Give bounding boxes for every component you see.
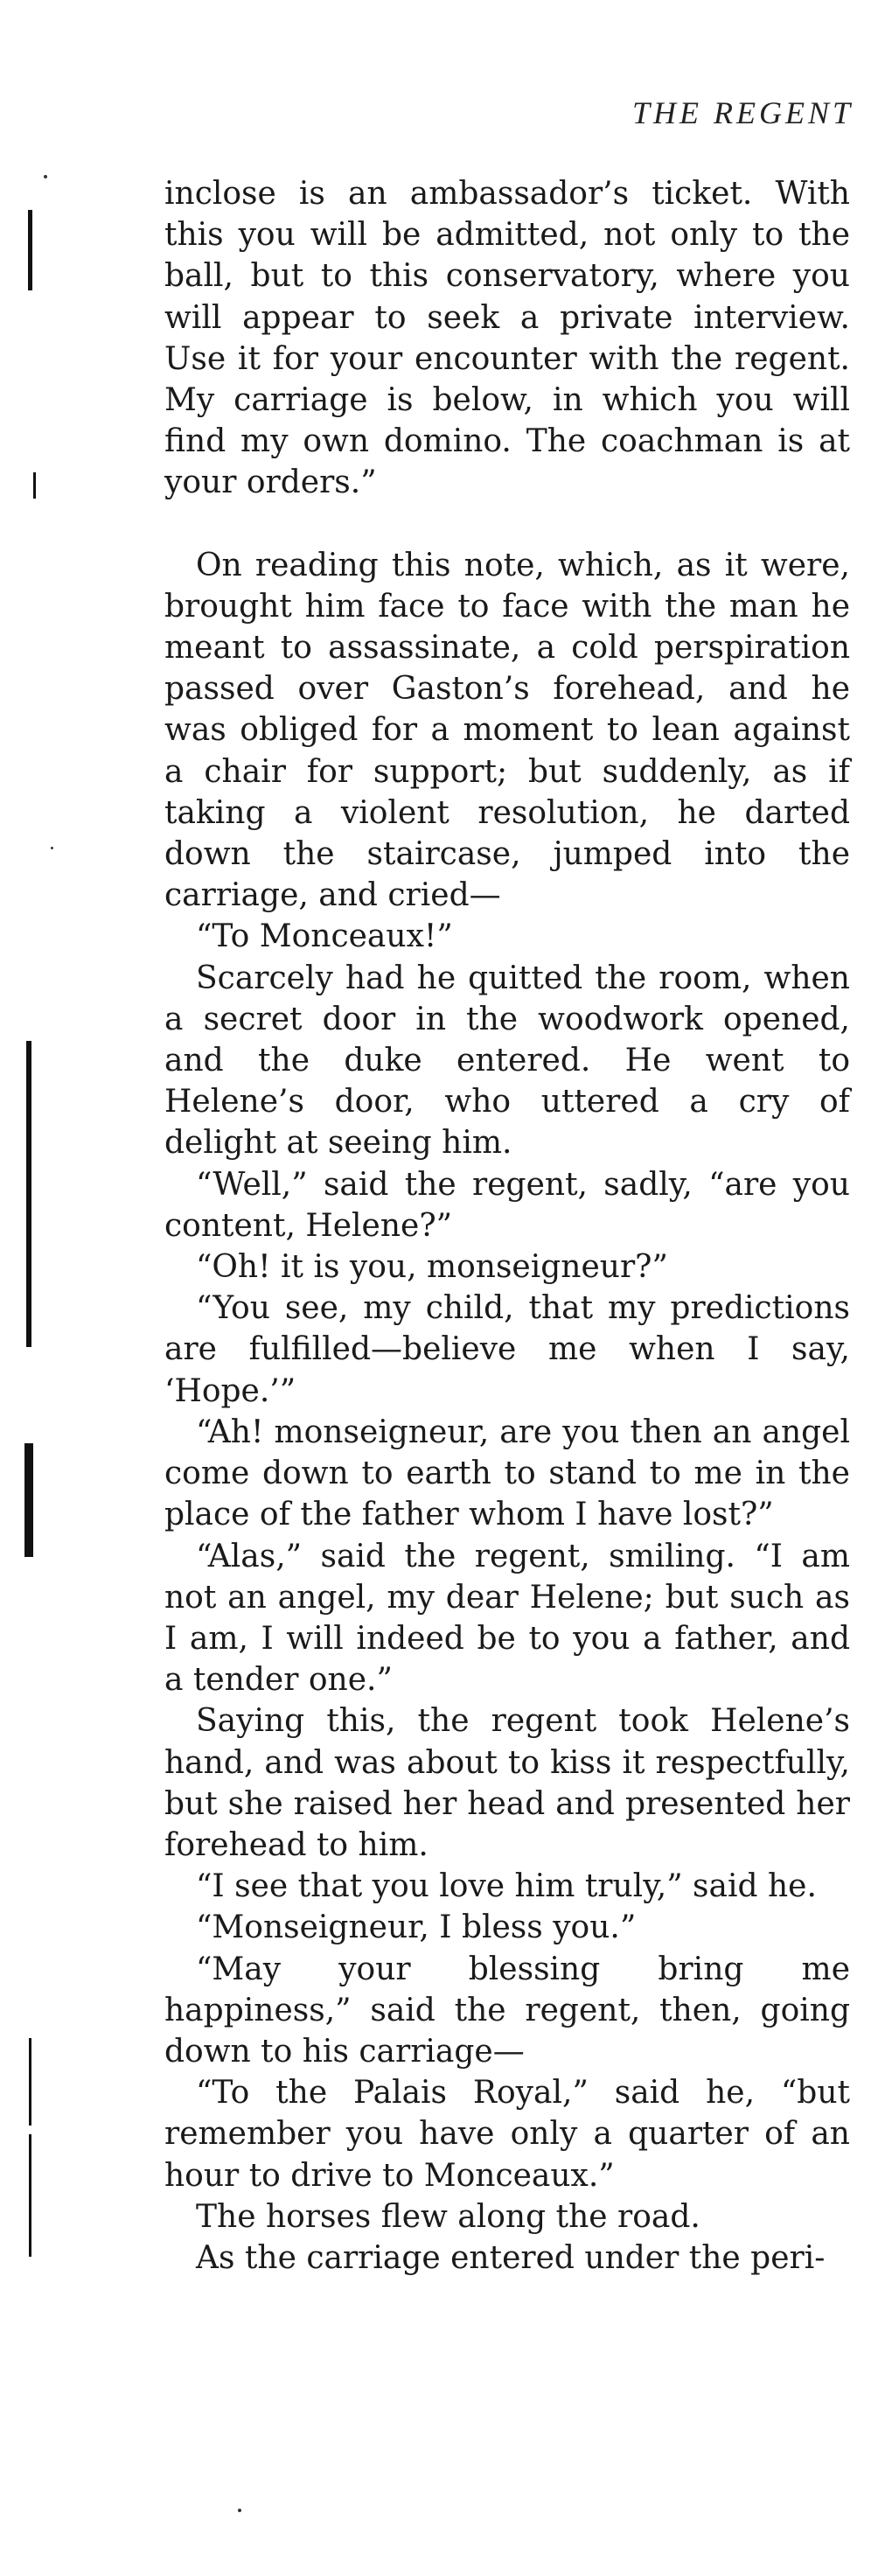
scan-mark — [28, 210, 32, 290]
paragraph: Saying this, the regent took Helene’s hand, and was about to kiss it respectfully, but she raised her head and presented her forehead to him. — [164, 1703, 850, 1863]
paragraph: “Monseigneur, I bless you.” — [196, 1909, 637, 1946]
scan-mark — [24, 1443, 33, 1557]
scan-mark — [29, 2134, 31, 2257]
scan-mark — [33, 472, 36, 499]
body-text — [164, 173, 850, 2279]
scan-mark — [29, 2038, 31, 2126]
paragraph: “May your blessing bring me happiness,” said the regent, then, going down to his carriage— — [164, 1951, 850, 2070]
paragraph: “You see, my child, that my predictions are fulfilled—believe me when I say, ‘Hope.’” — [164, 1290, 850, 1409]
paragraph: “Alas,” said the regent, smiling. “I am not an angel, my dear Helene; but such as I am, I will indeed be to you a father, and a tender one.” — [164, 1538, 850, 1699]
paragraph: “Well,” said the regent, sadly, “are you content, Helene?” — [164, 1166, 850, 1244]
paragraph: “Oh! it is you, monseigneur?” — [196, 1249, 668, 1286]
paragraph: “To the Palais Royal,” said he, “but remember you have only a quarter of an hour to drive to Monceaux.” — [164, 2075, 850, 2194]
scan-dot — [51, 847, 53, 849]
scan-dot — [44, 175, 47, 178]
paragraph: inclose is an ambassador’s ticket. With this you will be admitted, not only to the ball, but to this conservatory, where you will appear to seek a private interview. Use it for your encounter with the regent. My carriage is below, in which you will find my own domino. The coachman is at your orders.” — [164, 176, 850, 501]
paragraph: Scarcely had he quitted the room, when a secret door in the woodwork opened, and the duke entered. He went to Helene’s door, who uttered a cry of delight at seeing him. — [164, 960, 850, 1162]
scan-mark — [26, 1041, 31, 1347]
scan-dot — [238, 2509, 241, 2512]
paragraph: “To Monceaux!” — [196, 918, 453, 955]
paragraph: As the carriage entered under the peri- — [196, 2239, 826, 2276]
paragraph: “Ah! monseigneur, are you then an angel come down to earth to stand to me in the place of the father whom I have lost?” — [164, 1414, 850, 1533]
running-head: THE REGENT — [631, 95, 854, 130]
paragraph: “I see that you love him truly,” said he. — [196, 1868, 817, 1905]
paragraph: The horses flew along the road. — [196, 2198, 700, 2235]
paragraph: On reading this note, which, as it were, brought him face to face with the man he meant to assassinate, a cold perspiration passed over Gaston’s forehead, and he was obliged for a moment to lean against a chair for support; but suddenly, as if taking a violent resolution, he darted down the staircase, jumped into the carriage, and cried— — [164, 547, 850, 914]
